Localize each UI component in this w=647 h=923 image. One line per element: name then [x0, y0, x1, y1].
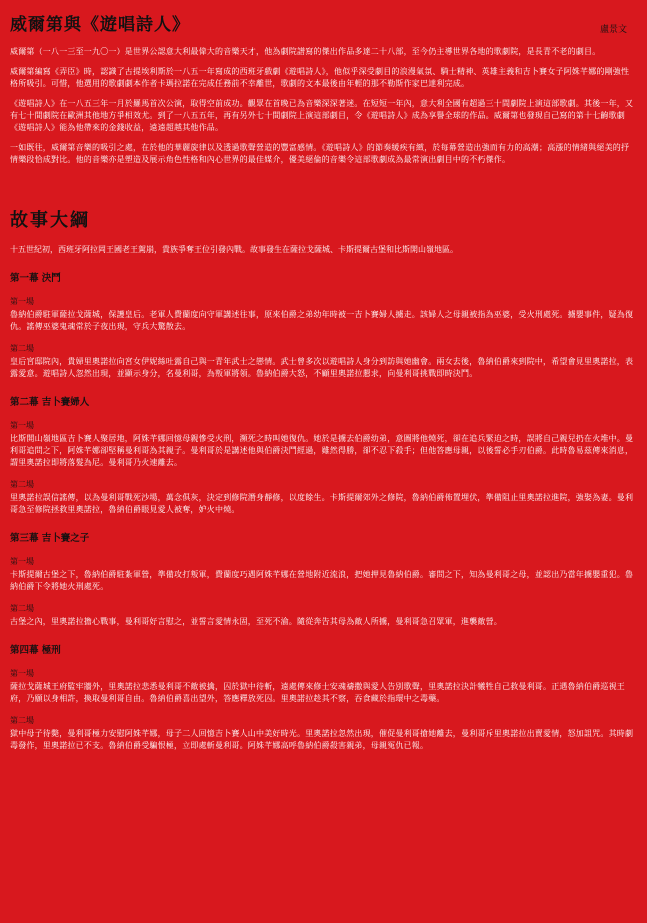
scene-text: 里奧諾拉誤信謠傳，以為曼利哥戰死沙場，萬念俱灰，決定到修院潛身靜修，以度餘生。卡斯提爾郊外之修院，魯納伯爵佈置埋伏，準備阻止里奧諾拉進院，強娶為妻。曼利哥急至修院拯救里奧諾拉，魯納伯爵眼見愛人被奪，妒火中燒。: [10, 493, 634, 514]
intro-paragraph-1: 威爾第（一八一三至一九〇一）是世界公認意大利最偉大的音樂天才，他為劇院譜寫的傑出作品多達二十八部，至今仍主導世界各地的歌劇院，是長青不老的劇目。: [10, 47, 601, 56]
synopsis-title: 故事大綱: [10, 210, 90, 231]
intro-paragraph-2: 威爾第編寫《弄臣》時，認識了古提埃利斯於一八五一年寫成的西班牙戲劇《遊唱詩人》，他似乎深受劇目的浪漫氣氛、騎士精神、英雄主義和吉卜賽女子阿姝芊娜的剛強性格所吸引。可惜，他選用的歌劇劇本作者卡瑪拉諾在完成任務前不幸離世，歌劇的文本最後由年輕的那不勒斯作家巴達利完成。: [10, 67, 630, 88]
page-title: 威爾第與《遊唱詩人》: [10, 15, 190, 35]
scene-label: 第一場: [10, 557, 34, 566]
scene-label: 第二場: [10, 716, 34, 725]
scene-label: 第一場: [10, 297, 34, 306]
act-title: 第三幕 吉卜賽之子: [10, 533, 90, 544]
scene-label: 第二場: [10, 604, 34, 613]
scene-text: 皇后宮邸院內，貴婦里奧諾拉向宮女伊妮絲吐露自己與一青年武士之戀情。武士曾多次以遊唱詩人身分到訪與她幽會。兩女去後，魯納伯爵來到院中，希望會見里奧諾拉，表露愛意。遊唱詩人忽然出現，並顯示身分，名曼利哥，為叛軍將領。魯納伯爵大怒，不顧里奧諾拉懇求，向曼利哥挑戰即時決鬥。: [10, 357, 634, 378]
scene-label: 第一場: [10, 421, 34, 430]
scene-text: 古堡之內，里奧諾拉擔心戰事，曼利哥好言慰之，並誓言愛情永固，至死不渝。隨從奔告其母為敵人所擄，曼利哥急召眾軍，進襲敵營。: [10, 617, 502, 626]
scene-label: 第二場: [10, 344, 34, 353]
act-title: 第二幕 吉卜賽婦人: [10, 397, 90, 408]
act-4: [10, 644, 637, 752]
act-2: [10, 396, 637, 516]
act-3: [10, 532, 637, 628]
header: [10, 12, 637, 38]
act-title: 第一幕 決鬥: [10, 273, 61, 284]
act-1: [10, 272, 637, 380]
scene-text: 魯納伯爵駐軍薩拉戈薩城，保護皇后。老軍人費蘭度向守軍講述往事，原來伯爵之弟幼年時被一吉卜賽婦人擄走。該婦人之母親被指為巫婆，受火刑處死。擄嬰事件，疑為復仇。謠傳巫婆鬼魂常於子夜出現，守兵大驚散去。: [10, 310, 634, 331]
scene-text: 薩拉戈薩城王府監牢牆外，里奧諾拉悲悉曼利哥不敵被擒，囚於獄中待斬，遠處傳來修士安魂禱撒與愛人告別歌聲，里奧諾拉決計犧牲自己救曼利哥。正遇魯納伯爵巡視王府，乃願以身相許，換取曼利哥自由。魯納伯爵喜出望外，答應釋放死囚。里奧諾拉趁其不察，吞食藏於指環中之毒藥。: [10, 682, 625, 703]
act-title: 第四幕 極刑: [10, 645, 61, 656]
intro-paragraph-4: 一如既往，威爾第音樂的吸引之處，在於他的華麗旋律以及透過歌聲營造的豐富感情。《遊唱詩人》的節奏緩疾有緻，於每幕營造出強而有力的高潮；高漲的情緒與絕美的抒情樂段恰成對比。他的音樂亦是塑造及展示角色性格和內心世界的最佳媒介，優美絕倫的音樂令這部歌劇成為最常演出劇目中的不朽傑作。: [10, 143, 630, 164]
scene-text: 獄中母子待斃，曼利哥極力安慰阿姝芊娜，母子二人回憶吉卜賽人山中美好時光。里奧諾拉忽然出現，催促曼利哥搶她離去，曼利哥斥里奧諾拉出賣愛情，怒加詛咒。其時劇毒發作，里奧諾拉已不支。魯納伯爵受騙恨極，立即處斬曼利哥。阿姝芊娜高呼魯納伯爵殺害親弟，母親冤仇已報。: [10, 729, 634, 750]
scene-text: 比斯開山嶺地區吉卜賽人聚居地，阿姝芊娜回憶母親慘受火刑，瀕死之時叫她復仇。她於是擄去伯爵幼弟，意圖將他燒死，卻在追兵緊迫之時，誤將自己親兒扔在火堆中。曼利哥追問之下，阿姝芊娜卻堅稱曼利哥為其親子。曼利哥於是講述他與伯爵決鬥經過，雖然得勝，卻不忍下殺手；但他答應母親，以後誓必手刃伯爵。此時魯易茲傳來消息，謂里奧諾拉即將落髮為尼。曼利哥乃火速離去。: [10, 434, 634, 467]
intro-paragraph-3: 《遊唱詩人》在一八五三年一月於羅馬首次公演，取得空前成功。觀眾在首晚已為音樂深深著迷。在短短一年內，意大利全國有超過三十間劇院上演這部歌劇。其後一年，又有七十間劇院在歐洲其他地方爭相效尤。到了一八五五年，再有另外七十間劇院上演這部劇目，令《遊唱詩人》成為享譽全球的作品。威爾第也發現自己寫的第十七齣歌劇《遊唱詩人》能為他帶來的金錢收益，遠遠超越其他作品。: [10, 99, 634, 132]
author-name: 盧景文: [599, 25, 627, 35]
synopsis-intro: 十五世紀初，西班牙阿拉岡王國老王駕崩，貴族爭奪王位引發內戰。故事發生在薩拉戈薩城、卡斯提爾古堡和比斯開山嶺地區。: [10, 245, 458, 254]
scene-text: 卡斯提爾古堡之下，魯納伯爵駐紮軍營，準備攻打叛軍，費蘭度巧遇阿姝芊娜在營地附近流浪，把她押見魯納伯爵。審問之下，知為曼利哥之母，並認出乃當年擄嬰重犯。魯納伯爵下令將她火刑處死。: [10, 570, 634, 591]
scene-label: 第一場: [10, 669, 34, 678]
scene-label: 第二場: [10, 480, 34, 489]
